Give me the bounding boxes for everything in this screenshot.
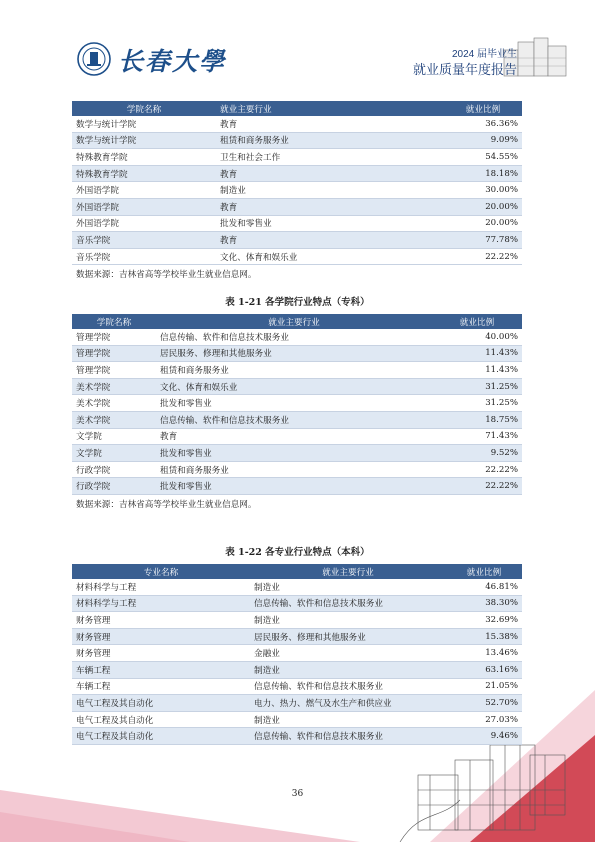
major-cell: 财务管理 — [72, 645, 250, 662]
university-logo-text: 长春大學 — [118, 47, 227, 76]
industry-cell: 租赁和商务服务业 — [156, 362, 432, 379]
column-header: 就业比例 — [446, 564, 522, 579]
college-cell: 文学院 — [72, 445, 156, 462]
ratio-cell: 11.43% — [432, 345, 522, 362]
ratio-cell: 52.70% — [446, 695, 522, 712]
table-row — [72, 345, 522, 362]
ratio-cell: 20.00% — [444, 198, 522, 215]
ratio-cell: 31.25% — [432, 378, 522, 395]
report-year: 2024 届毕业生 — [451, 49, 517, 60]
ratio-cell: 63.16% — [446, 661, 522, 678]
ratio-cell: 18.75% — [432, 411, 522, 428]
ratio-cell: 30.00% — [444, 182, 522, 199]
table-row — [72, 232, 522, 249]
table-row — [72, 478, 522, 495]
industry-cell: 文化、体育和娱乐业 — [156, 378, 432, 395]
college-cell: 特殊教育学院 — [72, 165, 216, 182]
industry-cell: 租赁和商务服务业 — [156, 461, 432, 478]
industry-cell: 批发和零售业 — [216, 215, 444, 232]
table-row — [72, 362, 522, 379]
college-cell: 行政学院 — [72, 461, 156, 478]
industry-cell: 金融业 — [250, 645, 446, 662]
table-row — [72, 149, 522, 166]
ratio-cell: 22.22% — [444, 248, 522, 265]
table-row — [72, 165, 522, 182]
ratio-cell: 46.81% — [446, 579, 522, 595]
industry-cell: 教育 — [216, 116, 444, 132]
table-row — [72, 695, 522, 712]
table-row — [72, 248, 522, 265]
industry-cell: 信息传输、软件和信息技术服务业 — [156, 329, 432, 345]
ratio-cell: 54.55% — [444, 149, 522, 166]
major-cell: 车辆工程 — [72, 661, 250, 678]
industry-cell: 制造业 — [250, 612, 446, 629]
industry-cell: 信息传输、软件和信息技术服务业 — [156, 411, 432, 428]
major-cell: 材料科学与工程 — [72, 595, 250, 612]
table-row — [72, 711, 522, 728]
table-row — [72, 428, 522, 445]
college-cell: 外国语学院 — [72, 215, 216, 232]
column-header: 就业比例 — [432, 314, 522, 329]
column-header: 就业主要行业 — [216, 101, 444, 116]
college-industry-table-continued — [72, 101, 522, 265]
industry-cell: 教育 — [216, 165, 444, 182]
college-cell: 美术学院 — [72, 395, 156, 412]
table-row — [72, 661, 522, 678]
college-cell: 音乐学院 — [72, 232, 216, 249]
ratio-cell: 36.36% — [444, 116, 522, 132]
table-row — [72, 132, 522, 149]
ratio-cell: 22.22% — [432, 478, 522, 495]
table-row — [72, 445, 522, 462]
table-row — [72, 198, 522, 215]
major-cell: 财务管理 — [72, 628, 250, 645]
table-row — [72, 378, 522, 395]
ratio-cell: 20.00% — [444, 215, 522, 232]
major-cell: 材料科学与工程 — [72, 579, 250, 595]
ratio-cell: 13.46% — [446, 645, 522, 662]
ratio-cell: 9.09% — [444, 132, 522, 149]
industry-cell: 批发和零售业 — [156, 395, 432, 412]
ratio-cell: 77.78% — [444, 232, 522, 249]
industry-cell: 居民服务、修理和其他服务业 — [156, 345, 432, 362]
report-title: 就业质量年度报告 — [412, 62, 517, 77]
table-row — [72, 411, 522, 428]
industry-cell: 制造业 — [250, 711, 446, 728]
data-source-note: 数据来源：吉林省高等学校毕业生就业信息网。 — [76, 270, 257, 280]
table-row — [72, 595, 522, 612]
college-cell: 数学与统计学院 — [72, 132, 216, 149]
industry-cell: 信息传输、软件和信息技术服务业 — [250, 678, 446, 695]
table-row — [72, 182, 522, 199]
table-header-row — [72, 101, 522, 116]
ratio-cell: 71.43% — [432, 428, 522, 445]
industry-cell: 电力、热力、燃气及水生产和供应业 — [250, 695, 446, 712]
page-number: 36 — [291, 789, 304, 799]
ratio-cell: 9.52% — [432, 445, 522, 462]
table-header-row — [72, 314, 522, 329]
table-row — [72, 728, 522, 745]
ratio-cell: 18.18% — [444, 165, 522, 182]
column-header: 就业比例 — [444, 101, 522, 116]
ratio-cell: 21.05% — [446, 678, 522, 695]
table-header-row — [72, 564, 522, 579]
industry-cell: 文化、体育和娱乐业 — [216, 248, 444, 265]
ratio-cell: 31.25% — [432, 395, 522, 412]
table-row — [72, 116, 522, 132]
industry-cell: 居民服务、修理和其他服务业 — [250, 628, 446, 645]
college-cell: 外国语学院 — [72, 182, 216, 199]
college-cell: 美术学院 — [72, 378, 156, 395]
major-cell: 电气工程及其自动化 — [72, 728, 250, 745]
college-cell: 音乐学院 — [72, 248, 216, 265]
college-cell: 管理学院 — [72, 329, 156, 345]
table-row — [72, 215, 522, 232]
industry-cell: 教育 — [156, 428, 432, 445]
college-cell: 行政学院 — [72, 478, 156, 495]
table-row — [72, 579, 522, 595]
university-seal-icon — [77, 42, 111, 76]
major-cell: 财务管理 — [72, 612, 250, 629]
major-cell: 电气工程及其自动化 — [72, 695, 250, 712]
column-header: 学院名称 — [72, 101, 216, 116]
column-header: 学院名称 — [72, 314, 156, 329]
college-cell: 特殊教育学院 — [72, 149, 216, 166]
table-caption: 表 1-21 各学院行业特点（专科） — [225, 297, 370, 308]
industry-cell: 信息传输、软件和信息技术服务业 — [250, 728, 446, 745]
college-cell: 文学院 — [72, 428, 156, 445]
college-cell: 美术学院 — [72, 411, 156, 428]
major-cell: 电气工程及其自动化 — [72, 711, 250, 728]
ratio-cell: 38.30% — [446, 595, 522, 612]
ratio-cell: 15.38% — [446, 628, 522, 645]
ratio-cell: 27.03% — [446, 711, 522, 728]
column-header: 专业名称 — [72, 564, 250, 579]
ratio-cell: 40.00% — [432, 329, 522, 345]
industry-cell: 卫生和社会工作 — [216, 149, 444, 166]
college-cell: 外国语学院 — [72, 198, 216, 215]
industry-cell: 制造业 — [250, 661, 446, 678]
industry-cell: 制造业 — [250, 579, 446, 595]
ratio-cell: 9.46% — [446, 728, 522, 745]
table-row — [72, 628, 522, 645]
major-cell: 车辆工程 — [72, 678, 250, 695]
column-header: 就业主要行业 — [156, 314, 432, 329]
table-row — [72, 395, 522, 412]
industry-cell: 教育 — [216, 232, 444, 249]
college-cell: 数学与统计学院 — [72, 116, 216, 132]
major-industry-table-undergrad — [72, 564, 522, 745]
ratio-cell: 11.43% — [432, 362, 522, 379]
data-source-note: 数据来源：吉林省高等学校毕业生就业信息网。 — [76, 500, 257, 510]
table-row — [72, 645, 522, 662]
column-header: 就业主要行业 — [250, 564, 446, 579]
page-header — [0, 0, 595, 90]
industry-cell: 教育 — [216, 198, 444, 215]
college-cell: 管理学院 — [72, 362, 156, 379]
industry-cell: 租赁和商务服务业 — [216, 132, 444, 149]
table-row — [72, 612, 522, 629]
industry-cell: 批发和零售业 — [156, 445, 432, 462]
industry-cell: 制造业 — [216, 182, 444, 199]
table-caption: 表 1-22 各专业行业特点（本科） — [225, 547, 370, 558]
ratio-cell: 32.69% — [446, 612, 522, 629]
college-industry-table-junior — [72, 314, 522, 495]
table-row — [72, 461, 522, 478]
college-cell: 管理学院 — [72, 345, 156, 362]
table-row — [72, 329, 522, 345]
table-row — [72, 678, 522, 695]
ratio-cell: 22.22% — [432, 461, 522, 478]
industry-cell: 信息传输、软件和信息技术服务业 — [250, 595, 446, 612]
industry-cell: 批发和零售业 — [156, 478, 432, 495]
